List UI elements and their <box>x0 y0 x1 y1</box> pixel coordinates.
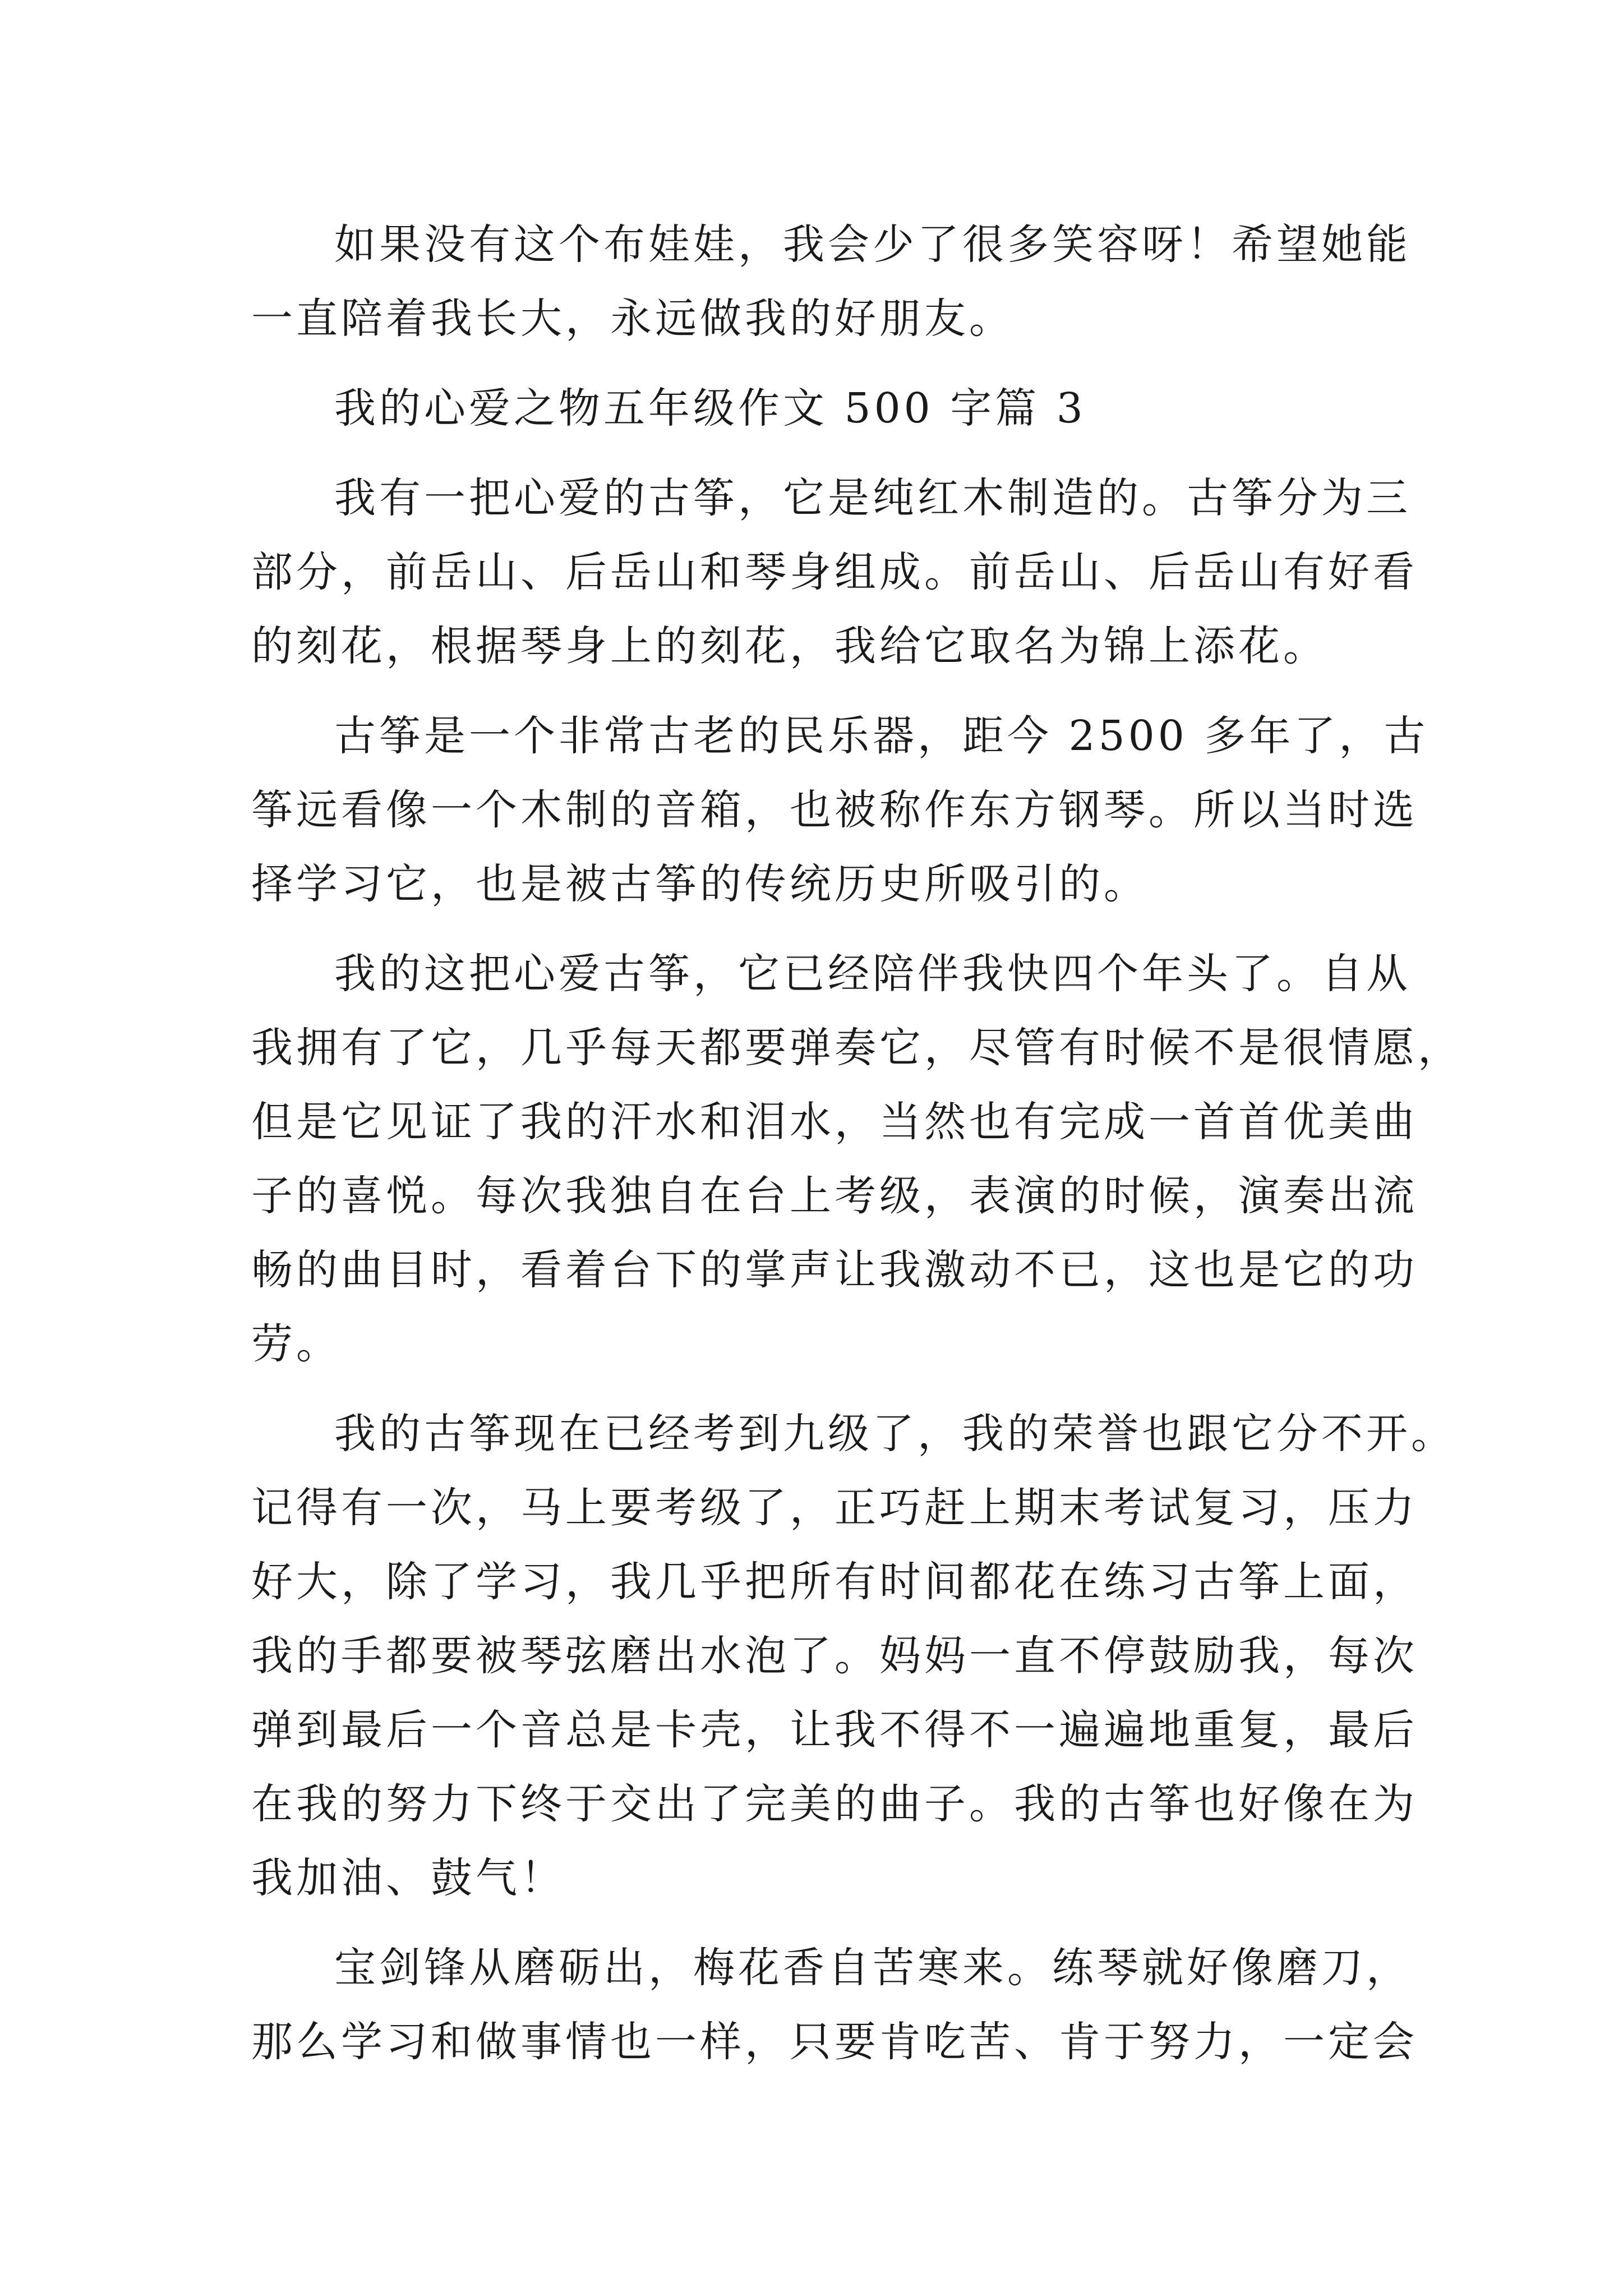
paragraph-3-line-1: 古筝是一个非常古老的民乐器，距今 2500 多年了，古 <box>334 712 1429 760</box>
paragraph-4-line-4: 子的喜悦。每次我独自在台上考级，表演的时候，演奏出流 <box>251 1172 1418 1220</box>
paragraph-5-line-5: 弹到最后一个音总是卡壳，让我不得不一遍遍地重复，最后 <box>251 1706 1418 1754</box>
paragraph-5-line-7: 我加油、鼓气！ <box>251 1854 565 1902</box>
paragraph-4-line-6: 劳。 <box>251 1320 341 1368</box>
paragraph-2-line-1: 我有一把心爱的古筝，它是纯红木制造的。古筝分为三 <box>334 474 1411 522</box>
paragraph-1-line-1: 如果没有这个布娃娃，我会少了很多笑容呀！希望她能 <box>334 220 1411 269</box>
paragraph-5-line-2: 记得有一次，马上要考级了，正巧赶上期末考试复习，压力 <box>251 1484 1418 1532</box>
document-body <box>251 208 1463 2079</box>
paragraph-5-line-3: 好大，除了学习，我几乎把所有时间都花在练习古筝上面， <box>251 1558 1418 1606</box>
paragraph-4-line-1: 我的这把心爱古筝，它已经陪伴我快四个年头了。自从 <box>334 950 1411 998</box>
paragraph-1-line-2: 一直陪着我长大，永远做我的好朋友。 <box>251 295 1014 343</box>
paragraph-5-line-1: 我的古筝现在已经考到九级了，我的荣誉也跟它分不开。 <box>334 1410 1456 1458</box>
paragraph-5-line-4: 我的手都要被琴弦磨出水泡了。妈妈一直不停鼓励我，每次 <box>251 1632 1418 1680</box>
paragraph-4-line-2: 我拥有了它，几乎每天都要弹奏它，尽管有时候不是很情愿， <box>251 1024 1463 1072</box>
paragraph-6-line-2: 那么学习和做事情也一样，只要肯吃苦、肯于努力，一定会 <box>251 2018 1418 2066</box>
paragraph-6-line-1: 宝剑锋从磨砺出，梅花香自苦寒来。练琴就好像磨刀， <box>334 1944 1411 1992</box>
paragraph-2-line-2: 部分，前岳山、后岳山和琴身组成。前岳山、后岳山有好看 <box>251 548 1418 596</box>
paragraph-3-line-3: 择学习它，也是被古筝的传统历史所吸引的。 <box>251 860 1149 908</box>
section-heading: 我的心爱之物五年级作文 500 字篇 3 <box>334 384 1086 432</box>
paragraph-4-line-5: 畅的曲目时，看着台下的掌声让我激动不已，这也是它的功 <box>251 1246 1418 1294</box>
paragraph-2-line-3: 的刻花，根据琴身上的刻花，我给它取名为锦上添花。 <box>251 622 1328 670</box>
paragraph-5-line-6: 在我的努力下终于交出了完美的曲子。我的古筝也好像在为 <box>251 1780 1418 1828</box>
paragraph-3-line-2: 筝远看像一个木制的音箱，也被称作东方钢琴。所以当时选 <box>251 786 1418 834</box>
paragraph-4-line-3: 但是它见证了我的汗水和泪水，当然也有完成一首首优美曲 <box>251 1098 1418 1146</box>
